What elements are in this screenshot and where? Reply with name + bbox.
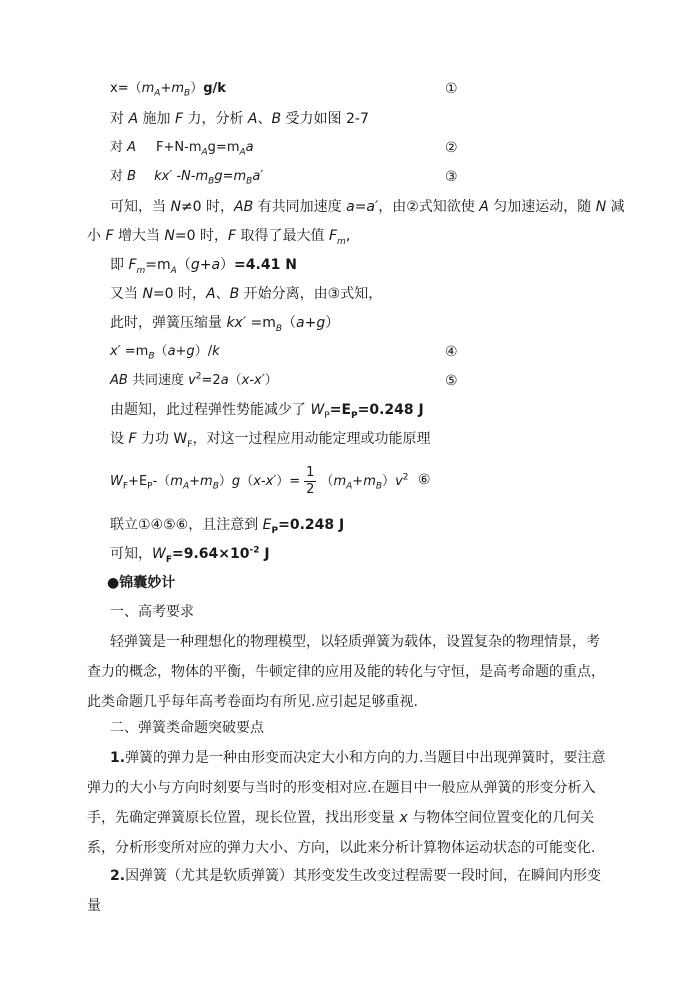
text: 开始分离，由③式知，: [239, 286, 383, 302]
text: 增大当: [113, 228, 165, 244]
text: 可知，: [110, 546, 152, 562]
var: k: [212, 344, 220, 359]
text: （: [282, 315, 297, 331]
equation-line-d: [110, 371, 278, 391]
text: 设: [110, 431, 129, 447]
text: +: [160, 81, 172, 96]
text: +: [352, 474, 364, 489]
var: F: [328, 228, 338, 244]
paragraph-requirements: [87, 627, 613, 717]
text-line-9: [110, 313, 339, 333]
text: 即: [110, 257, 129, 273]
text: 对: [110, 111, 129, 127]
equation-line-c: [110, 342, 220, 362]
sub: A: [239, 147, 246, 158]
var: N: [142, 286, 153, 302]
sub: m: [337, 236, 346, 247]
text: 、: [257, 111, 272, 127]
text: （: [154, 344, 168, 359]
sub: F: [187, 439, 193, 450]
sub: B: [275, 323, 283, 334]
sub: m: [136, 265, 146, 276]
numerator: 1: [306, 465, 315, 480]
sub: P: [351, 410, 358, 421]
text: +: [189, 474, 201, 489]
text: x=（: [110, 81, 142, 96]
paragraph-text: 轻弹簧是一种理想化的物理模型，以轻质弹簧为载体，设置复杂的物理情景，考查力的概念，物体的平衡，牛顿定律的应用及能的转化与守恒，是高考命题的重点，此类命题几乎每年高考卷面均有所见.应引起足够重视.: [87, 634, 605, 710]
text-line-7: [110, 255, 297, 275]
text: ）/: [194, 344, 213, 359]
var: x′: [110, 344, 121, 359]
var: W: [310, 402, 325, 418]
sub: B: [246, 176, 253, 187]
equation-line-a: [110, 138, 254, 158]
var: N: [595, 199, 607, 215]
text: =0.248 J: [278, 517, 345, 533]
text: （: [176, 257, 191, 273]
var: a: [245, 140, 254, 155]
var: x-x′: [241, 373, 265, 388]
var: A: [128, 111, 139, 127]
text: 由题知，此过程弹性势能减少了: [110, 402, 311, 418]
var: m: [170, 474, 183, 489]
var: F: [174, 111, 183, 127]
fraction-one-half: [304, 465, 316, 498]
paragraph-point-2: [87, 861, 613, 921]
var: m: [363, 474, 376, 489]
var: x: [399, 810, 408, 826]
denominator: 2: [306, 482, 315, 497]
sub: A: [346, 481, 353, 492]
equation-number-2: ②: [445, 140, 458, 156]
sub: A: [201, 147, 208, 158]
sub: F: [165, 554, 172, 565]
paragraph-point-1: [87, 743, 613, 863]
var: F: [228, 228, 237, 244]
text: =0 时，: [152, 286, 207, 302]
text: 力，分析: [183, 111, 248, 127]
sub: A: [154, 88, 161, 99]
text: g/k: [203, 81, 226, 96]
var: B: [229, 286, 240, 302]
equation-number-6: ⑥: [418, 472, 431, 488]
text: +E: [128, 474, 148, 489]
text-line-8: [110, 284, 382, 304]
section-heading-key-points: 二、弹簧类命题突破要点: [110, 720, 264, 736]
sup: 2: [195, 371, 202, 382]
var: kx′: [226, 315, 247, 331]
paragraph-text: 与物体空间位置变化的几何关系，分析形变所对应的弹力大小、方向，以此来分析计算物体运动状态的可能变化.: [87, 810, 596, 856]
text: ≠0 时，: [180, 199, 235, 215]
text: =9.64×10: [172, 546, 250, 562]
text: =m: [246, 315, 276, 331]
equation-number-1: ①: [445, 81, 458, 97]
paragraph-text: 弹簧的弹力是一种由形变而决定大小和方向的力.当题目中出现弹簧时，要注意弹力的大小与方向时刻要与当时的形变相对应.在题目中一般应从弹簧的形变分析入手，先确定弹簧原长位置，现长位置，找出形变量: [87, 750, 606, 826]
var: v: [188, 373, 196, 388]
sub: A: [182, 481, 190, 492]
text: F+N-m: [156, 140, 202, 155]
equation-number-5: ⑤: [445, 373, 458, 389]
text: ，对这一过程应用动能定理或功能原理: [192, 431, 431, 447]
text: ）: [325, 315, 340, 331]
text: 减: [606, 199, 625, 215]
sup: -2: [249, 545, 260, 556]
var: g+a: [190, 257, 221, 273]
sup: 2: [402, 472, 409, 483]
text: ）: [382, 474, 396, 489]
var: F: [128, 257, 137, 273]
var: m: [333, 474, 347, 489]
sub: B: [212, 481, 219, 492]
text: g=m: [207, 140, 240, 155]
equation-number-4: ④: [445, 344, 458, 360]
equation-number-3: ③: [445, 169, 458, 185]
var: B: [127, 169, 137, 184]
text: J: [259, 546, 270, 562]
text: 又当: [110, 286, 143, 302]
var: W: [110, 474, 123, 489]
text-line-2: [110, 109, 369, 129]
sub: B: [208, 176, 215, 187]
sub: B: [148, 351, 155, 362]
equation-line-b: [110, 167, 263, 187]
text: （: [320, 474, 334, 489]
text: =E: [329, 402, 352, 418]
text: 受力如图 2-7: [281, 111, 369, 127]
paragraph-text: 因弹簧（尤其是软质弹簧）其形变发生改变过程需要一段时间，在瞬间内形变量: [87, 868, 602, 914]
var: A: [206, 286, 216, 302]
point-number: 1.: [110, 750, 126, 766]
section-heading-tips: ●锦囊妙计: [107, 575, 176, 591]
text: ，由②式知欲使: [378, 199, 480, 215]
text: 此时，弹簧压缩量: [110, 315, 227, 331]
text: =0 时，: [174, 228, 228, 244]
var: F: [105, 228, 114, 244]
text: 匀加速运动，随: [488, 199, 596, 215]
var: A: [479, 199, 489, 215]
var: N: [164, 228, 175, 244]
sub: F: [122, 481, 129, 492]
text-line-16: [110, 544, 270, 564]
var: a: [220, 373, 229, 388]
var: g: [231, 474, 241, 489]
sub: P: [324, 410, 330, 421]
sub: A: [170, 265, 177, 276]
equation-line-1: [110, 79, 226, 99]
sub: P: [271, 525, 279, 536]
var: W: [152, 546, 166, 562]
text: 小: [87, 228, 106, 244]
var: m: [171, 81, 185, 96]
var: AB: [110, 373, 128, 388]
text: g=m: [214, 169, 247, 184]
text: =m: [120, 344, 149, 359]
text: 对: [110, 140, 128, 155]
section-heading-requirements: 一、高考要求: [110, 604, 194, 620]
var: N: [170, 199, 181, 215]
var: m: [141, 81, 155, 96]
var: a′: [252, 169, 264, 184]
text: -（: [152, 474, 171, 489]
point-number: 2.: [110, 868, 126, 884]
equation-line-e: [110, 464, 409, 500]
text: 联立①④⑤⑥，且注意到: [110, 517, 263, 533]
sub: B: [375, 481, 383, 492]
text: =2: [201, 373, 221, 388]
text-line-13: [110, 429, 430, 449]
var: W: [173, 431, 188, 447]
text: 有共同加速度: [253, 199, 347, 215]
text: 对: [110, 169, 128, 184]
text: 、: [215, 286, 230, 302]
sub: P: [147, 481, 153, 492]
var: F: [128, 431, 137, 447]
var: a=a′: [346, 199, 379, 215]
text: ）: [264, 373, 278, 388]
text-line-6: [87, 226, 350, 246]
var: AB: [234, 199, 254, 215]
text: 力功: [136, 431, 174, 447]
text: ）: [220, 257, 235, 273]
text: 施加: [138, 111, 175, 127]
text: ）: [190, 81, 204, 96]
sub: B: [184, 88, 191, 99]
text: （: [228, 373, 242, 388]
var: A: [127, 140, 137, 155]
text: =0.248 J: [357, 402, 424, 418]
var: B: [271, 111, 282, 127]
text-line-12: [110, 400, 424, 420]
text: =m: [145, 257, 171, 273]
var: a+g: [167, 344, 195, 359]
var: m: [200, 474, 213, 489]
text-line-5: [110, 197, 625, 217]
text: 共同速度: [127, 373, 189, 388]
text: =4.41 N: [234, 257, 297, 273]
var: a+g: [296, 315, 326, 331]
text: 可知，当: [110, 199, 171, 215]
text: ）=: [276, 474, 301, 489]
var: v: [395, 474, 403, 489]
text: 取得了最大值: [236, 228, 329, 244]
var: A: [247, 111, 258, 127]
text: （: [240, 474, 254, 489]
text: ,: [345, 228, 351, 244]
var: x-x′: [253, 474, 277, 489]
text: kx′ -N-m: [154, 169, 209, 184]
text: ）: [218, 474, 232, 489]
var: E: [262, 517, 272, 533]
text-line-15: [110, 515, 344, 535]
